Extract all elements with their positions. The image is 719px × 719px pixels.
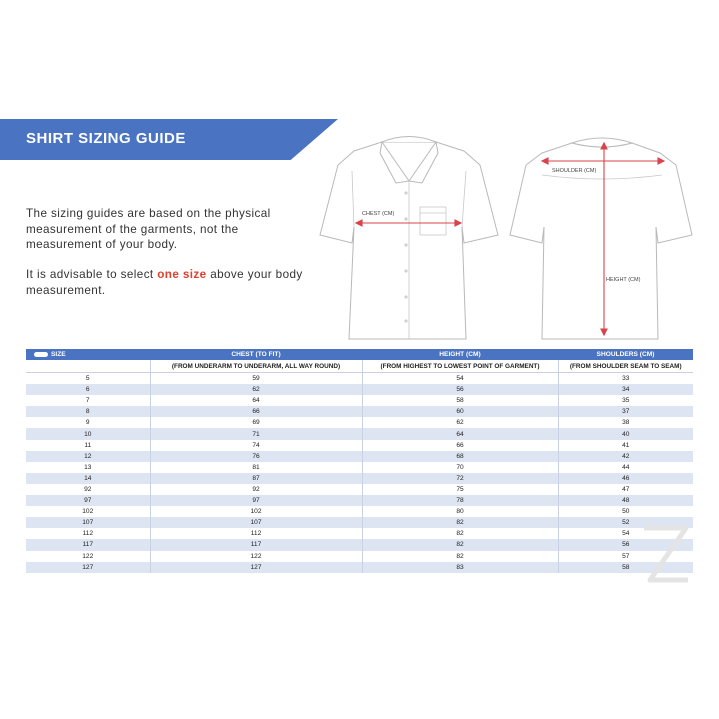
page-title: SHIRT SIZING GUIDE — [26, 130, 186, 147]
description-paragraph-2 — [26, 267, 316, 298]
cell-height: 82 — [362, 551, 558, 562]
header-size-label: SIZE — [51, 351, 66, 358]
subheader-chest: (FROM UNDERARM TO UNDERARM, ALL WAY ROUND) — [150, 360, 362, 373]
cell-size: 7 — [26, 395, 150, 406]
cell-chest: 76 — [150, 451, 362, 462]
cell-height: 60 — [362, 406, 558, 417]
cell-height: 75 — [362, 484, 558, 495]
cell-chest: 71 — [150, 428, 362, 439]
header-chest: CHEST (TO FIT) — [150, 349, 362, 360]
table-row — [26, 539, 693, 550]
cell-shoulders: 41 — [558, 440, 693, 451]
cell-size: 107 — [26, 517, 150, 528]
cell-chest: 62 — [150, 384, 362, 395]
cell-shoulders: 48 — [558, 495, 693, 506]
cell-size: 112 — [26, 528, 150, 539]
size-table-body — [26, 373, 693, 573]
table-row — [26, 440, 693, 451]
table-row — [26, 406, 693, 417]
cell-size: 13 — [26, 462, 150, 473]
cell-size: 102 — [26, 506, 150, 517]
shoulder-measure-label: SHOULDER (CM) — [552, 168, 597, 174]
cell-shoulders: 35 — [558, 395, 693, 406]
table-row — [26, 528, 693, 539]
description-paragraph-1: The sizing guides are based on the physical measurement of the garments, not the measurement of your body. — [26, 207, 271, 251]
cell-shoulders: 42 — [558, 451, 693, 462]
chest-measure-label: CHEST (CM) — [362, 211, 395, 217]
cell-size: 8 — [26, 406, 150, 417]
shirt-back-illustration — [508, 131, 698, 341]
cell-chest: 112 — [150, 528, 362, 539]
cell-shoulders: 52 — [558, 517, 693, 528]
cell-shoulders: 47 — [558, 484, 693, 495]
cell-height: 56 — [362, 384, 558, 395]
cell-shoulders: 57 — [558, 551, 693, 562]
size-chart — [26, 349, 693, 573]
table-row — [26, 462, 693, 473]
cell-shoulders: 58 — [558, 562, 693, 573]
cell-chest: 107 — [150, 517, 362, 528]
paragraph-2-text-start: It is advisable to select — [26, 268, 158, 281]
cell-size: 127 — [26, 562, 150, 573]
cell-shoulders: 38 — [558, 417, 693, 428]
table-row — [26, 562, 693, 573]
watermark-logo — [636, 522, 691, 587]
paragraph-2-text-end: above your body measurement. — [26, 268, 303, 297]
cell-chest: 66 — [150, 406, 362, 417]
subheader-shoulders: (FROM SHOULDER SEAM TO SEAM) — [558, 360, 693, 373]
table-row — [26, 517, 693, 528]
cell-shoulders: 37 — [558, 406, 693, 417]
cell-size: 11 — [26, 440, 150, 451]
cell-chest: 102 — [150, 506, 362, 517]
cell-height: 82 — [362, 517, 558, 528]
subheader-height: (FROM HIGHEST TO LOWEST POINT OF GARMENT) — [362, 360, 558, 373]
cell-chest: 97 — [150, 495, 362, 506]
table-row — [26, 484, 693, 495]
cell-height: 80 — [362, 506, 558, 517]
table-row — [26, 373, 693, 385]
height-measure-label: HEIGHT (CM) — [606, 277, 641, 283]
cell-chest: 117 — [150, 539, 362, 550]
cell-height: 78 — [362, 495, 558, 506]
cell-height: 66 — [362, 440, 558, 451]
cell-height: 72 — [362, 473, 558, 484]
cell-shoulders: 46 — [558, 473, 693, 484]
cell-shoulders: 40 — [558, 428, 693, 439]
cell-shoulders: 56 — [558, 539, 693, 550]
table-row — [26, 428, 693, 439]
cell-chest: 127 — [150, 562, 362, 573]
table-row — [26, 417, 693, 428]
table-row — [26, 551, 693, 562]
cell-chest: 87 — [150, 473, 362, 484]
table-row — [26, 384, 693, 395]
cell-chest: 92 — [150, 484, 362, 495]
cell-height: 54 — [362, 373, 558, 385]
cell-height: 83 — [362, 562, 558, 573]
cell-size: 5 — [26, 373, 150, 385]
cell-chest: 64 — [150, 395, 362, 406]
size-table — [26, 349, 693, 573]
cell-chest: 69 — [150, 417, 362, 428]
cell-size: 122 — [26, 551, 150, 562]
cell-size: 6 — [26, 384, 150, 395]
header-size — [26, 349, 150, 360]
header-height: HEIGHT (CM) — [362, 349, 558, 360]
cell-height: 62 — [362, 417, 558, 428]
cell-height: 82 — [362, 539, 558, 550]
one-size-highlight: one size — [157, 268, 207, 281]
cell-shoulders: 54 — [558, 528, 693, 539]
cell-shoulders: 34 — [558, 384, 693, 395]
cell-size: 10 — [26, 428, 150, 439]
cell-size: 12 — [26, 451, 150, 462]
cell-height: 70 — [362, 462, 558, 473]
shirt-front-illustration — [316, 131, 502, 341]
table-row — [26, 473, 693, 484]
cell-shoulders: 50 — [558, 506, 693, 517]
cell-height: 64 — [362, 428, 558, 439]
cell-size: 92 — [26, 484, 150, 495]
table-row — [26, 506, 693, 517]
cell-size: 117 — [26, 539, 150, 550]
table-row — [26, 451, 693, 462]
header-shoulders: SHOULDERS (CM) — [558, 349, 693, 360]
cell-chest: 74 — [150, 440, 362, 451]
cell-shoulders: 33 — [558, 373, 693, 385]
cell-chest: 122 — [150, 551, 362, 562]
cell-height: 58 — [362, 395, 558, 406]
cell-height: 82 — [362, 528, 558, 539]
table-row — [26, 495, 693, 506]
cell-chest: 59 — [150, 373, 362, 385]
cell-size: 14 — [26, 473, 150, 484]
cell-height: 68 — [362, 451, 558, 462]
cell-size: 9 — [26, 417, 150, 428]
cell-chest: 81 — [150, 462, 362, 473]
subheader-size — [26, 360, 150, 373]
cell-shoulders: 44 — [558, 462, 693, 473]
size-pill-icon — [34, 352, 48, 357]
table-row — [26, 395, 693, 406]
cell-size: 97 — [26, 495, 150, 506]
